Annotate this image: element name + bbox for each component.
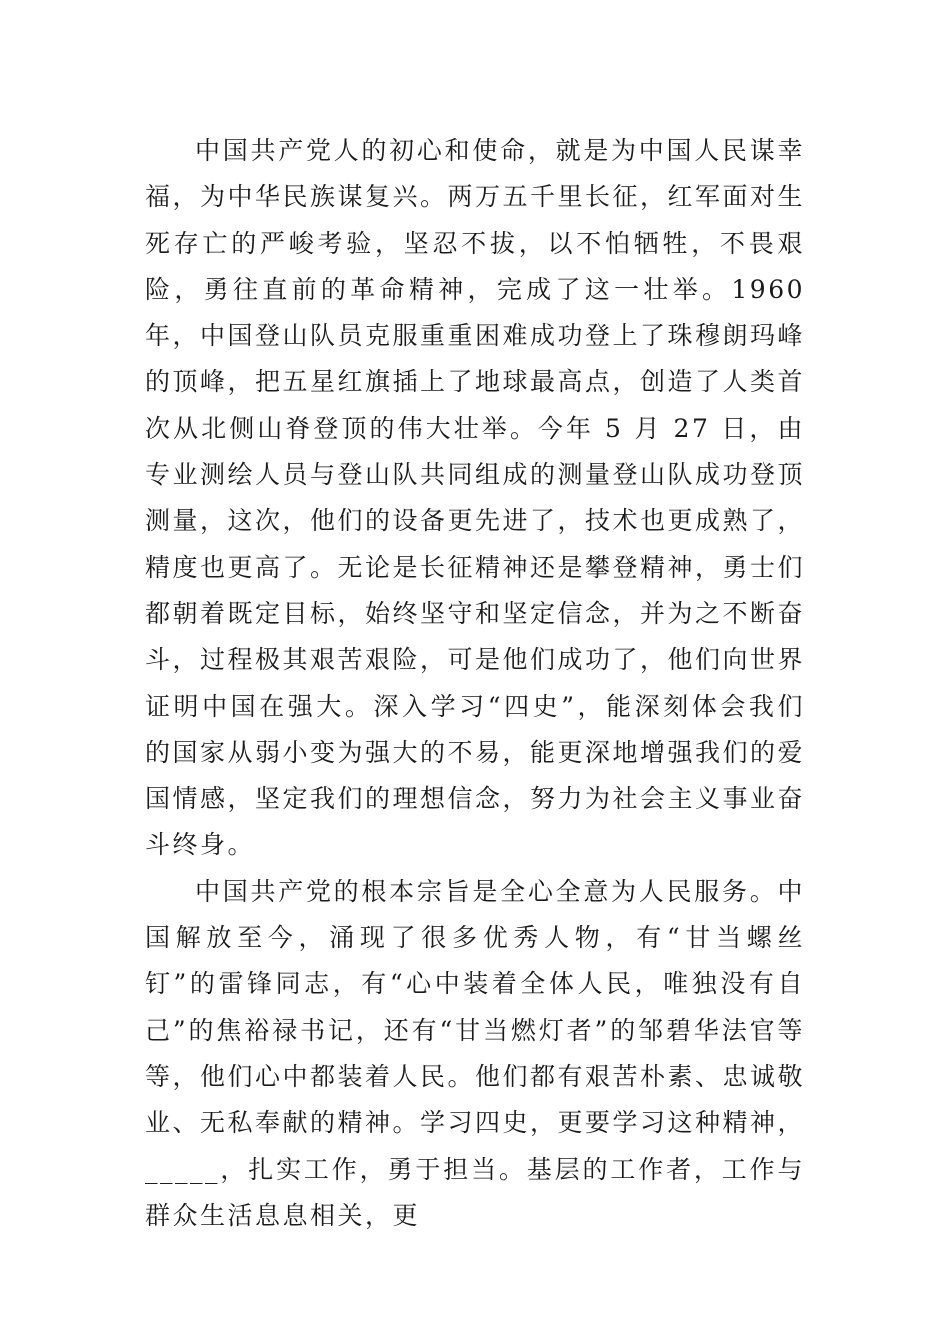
paragraph-2: 中国共产党的根本宗旨是全心全意为人民服务。中国解放至今，涌现了很多优秀人物，有“甘当螺丝钉”的雷锋同志，有“心中装着全体人民，唯独没有自己”的焦裕禄书记，还有“甘当燃灯者”的邹碧华法官等等，他们心中都装着人民。他们都有艰苦朴素、忠诚敬业、无私奉献的精神。学习四史，更要学习这种精神，_____，扎实工作，勇于担当。基层的工作者，工作与群众生活息息相关，更 xyxy=(145,876,806,1230)
document-body xyxy=(145,128,805,1239)
paragraph-1: 中国共产党人的初心和使命，就是为中国人民谋幸福，为中华民族谋复兴。两万五千里长征，红军面对生死存亡的严峻考验，坚忍不拔，以不怕牺牲，不畏艰险，勇往直前的革命精神，完成了这一壮举。1960 年，中国登山队员克服重重困难成功登上了珠穆朗玛峰的顶峰，把五星红旗插上了地球最高点，创造了人类首次从北侧山脊登顶的伟大壮举。今年 5 月 27 日，由专业测绘人员与登山队共同组成的测量登山队成功登顶测量，这次，他们的设备更先进了，技术也更成熟了，精度也更高了。无论是长征精神还是攀登精神，勇士们都朝着既定目标，始终坚守和坚定信念，并为之不断奋斗，过程极其艰苦艰险，可是他们成功了，他们向世界证明中国在强大。深入学习“四史”，能深刻体会我们的国家从弱小变为强大的不易，能更深地增强我们的爱国情感，坚定我们的理想信念，努力为社会主义事业奋斗终身。 xyxy=(145,136,806,860)
